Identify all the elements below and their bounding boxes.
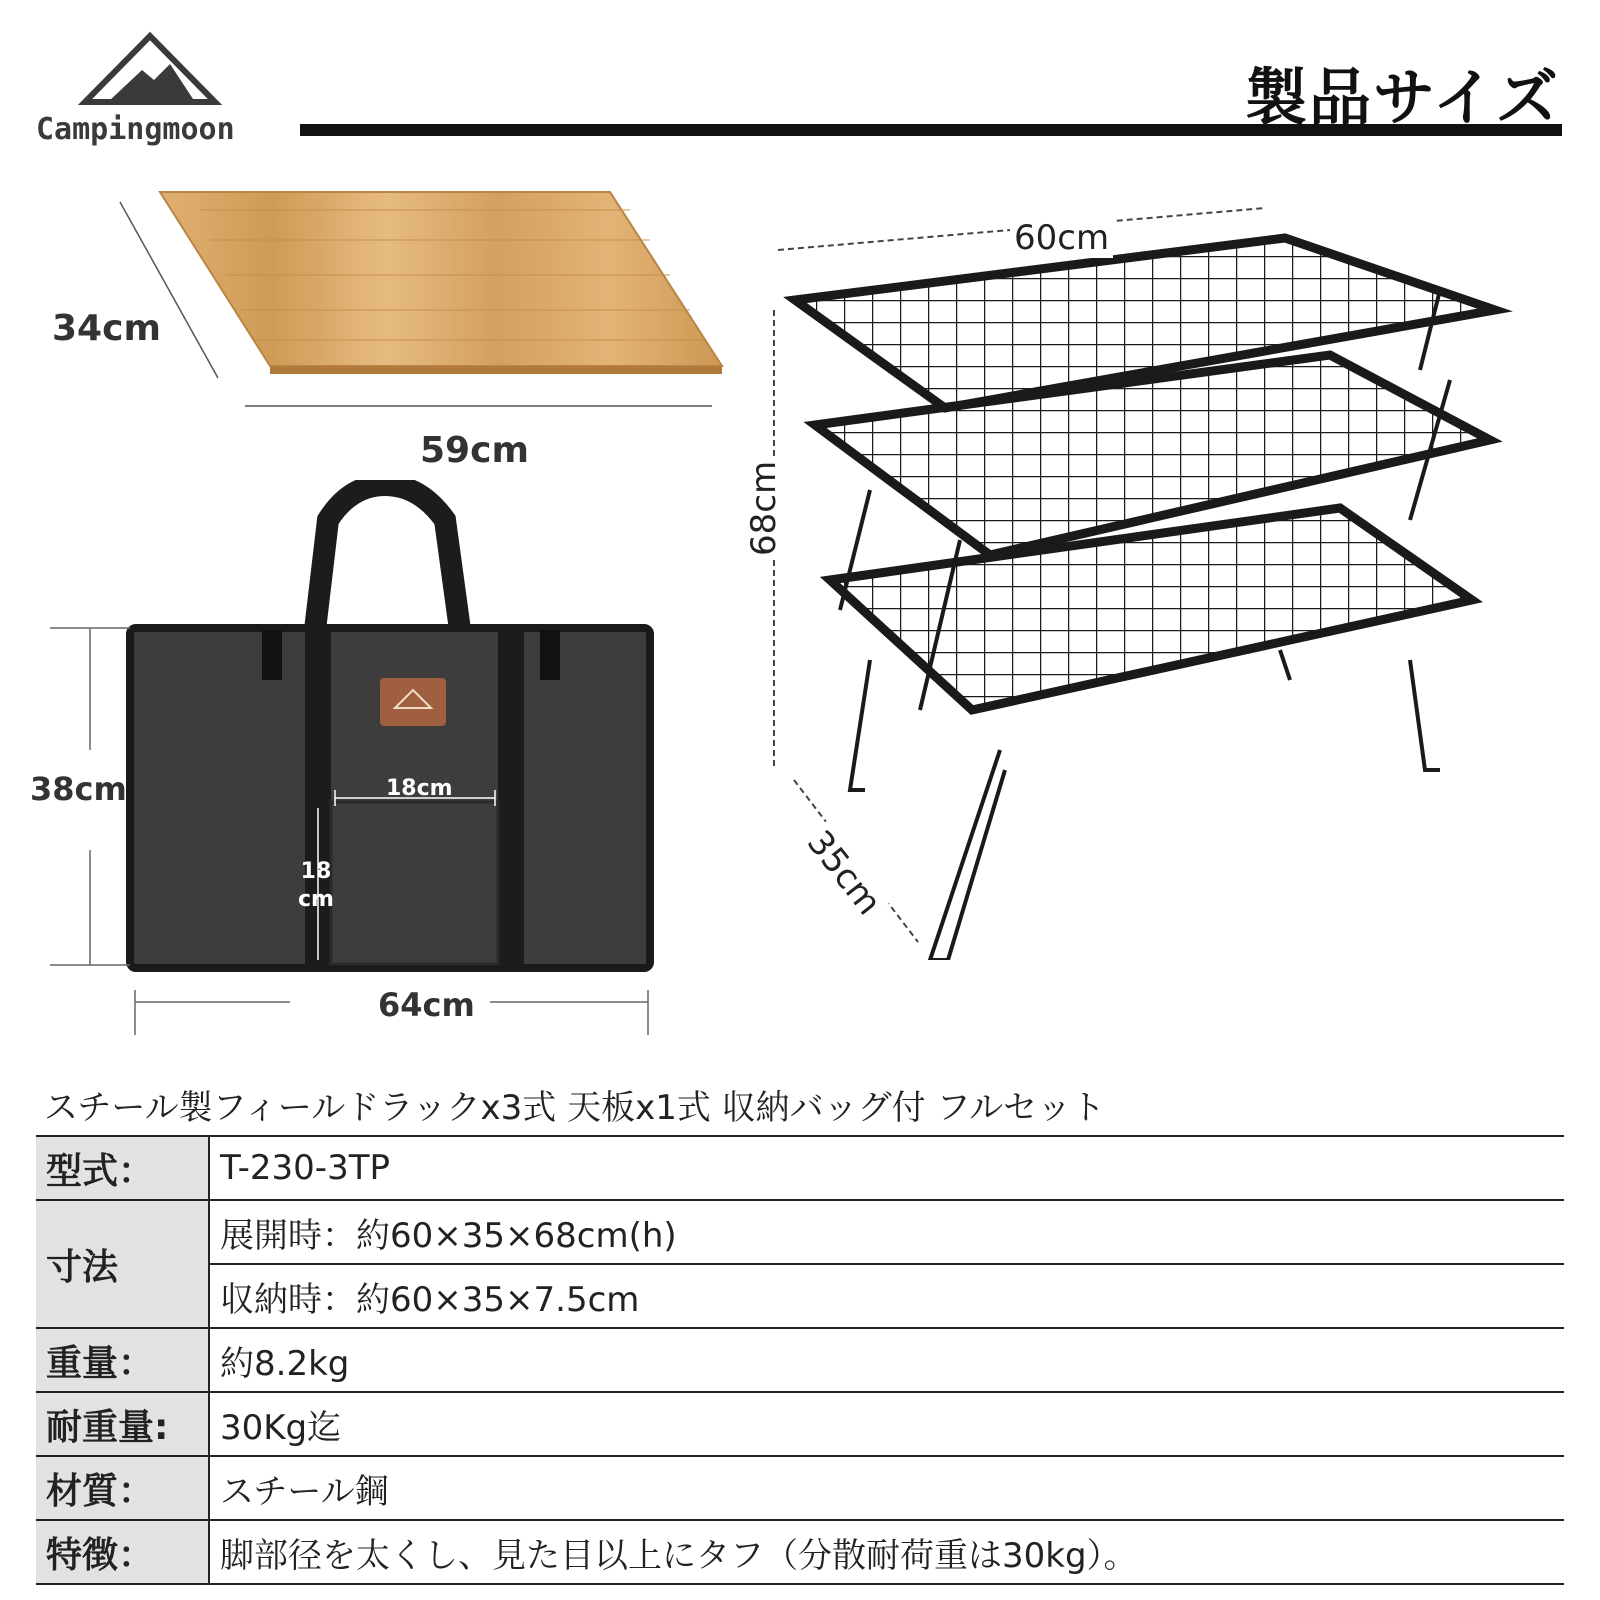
bag-width-label: 64cm <box>378 986 475 1024</box>
table-row <box>36 1136 1564 1200</box>
carry-bag-image <box>50 480 730 1050</box>
table-row <box>36 1264 1564 1328</box>
weight-label: 重量： <box>36 1328 209 1392</box>
rack-depth-label: 35cm <box>796 820 891 926</box>
rack-width-label: 60cm <box>1010 218 1113 258</box>
bag-height-label: 38cm <box>30 770 127 808</box>
size-stored-value: 収納時：約60×35×7.5cm <box>209 1264 1564 1328</box>
page-title: 製品サイズ <box>1244 61 1560 134</box>
model-label: 型式： <box>36 1136 209 1200</box>
load-label: 耐重量: <box>36 1392 209 1456</box>
feature-value: 脚部径を太くし、見た目以上にタフ（分散耐荷重は30kg）。 <box>209 1520 1564 1584</box>
size-label: 寸法 <box>36 1200 209 1328</box>
pocket-width-label: 18cm <box>386 776 453 801</box>
material-label: 材質： <box>36 1456 209 1520</box>
pocket-height-unit: cm <box>298 887 334 912</box>
table-row <box>36 1456 1564 1520</box>
table-row <box>36 1200 1564 1264</box>
size-open-value: 展開時：約60×35×68cm(h) <box>209 1200 1564 1264</box>
table-row <box>36 1392 1564 1456</box>
board-width-label: 59cm <box>420 430 529 471</box>
weight-value: 約8.2kg <box>209 1328 1564 1392</box>
model-value: T-230-3TP <box>209 1136 1564 1200</box>
material-value: スチール鋼 <box>209 1456 1564 1520</box>
product-caption: スチール製フィールドラックx3式 天板x1式 収納バッグ付 フルセット <box>44 1088 1106 1128</box>
board-depth-label: 34cm <box>52 308 161 349</box>
brand-name: Campingmoon <box>36 112 235 147</box>
pocket-height-label <box>298 858 334 914</box>
table-row <box>36 1520 1564 1584</box>
stacked-field-racks-image <box>760 190 1520 960</box>
spec-table <box>36 1135 1564 1585</box>
load-value: 30Kg迄 <box>209 1392 1564 1456</box>
wood-top-board-image <box>110 180 750 420</box>
feature-label: 特徴： <box>36 1520 209 1584</box>
pocket-height-number: 18 <box>300 859 332 884</box>
table-row <box>36 1328 1564 1392</box>
rack-height-label: 68cm <box>744 457 784 560</box>
